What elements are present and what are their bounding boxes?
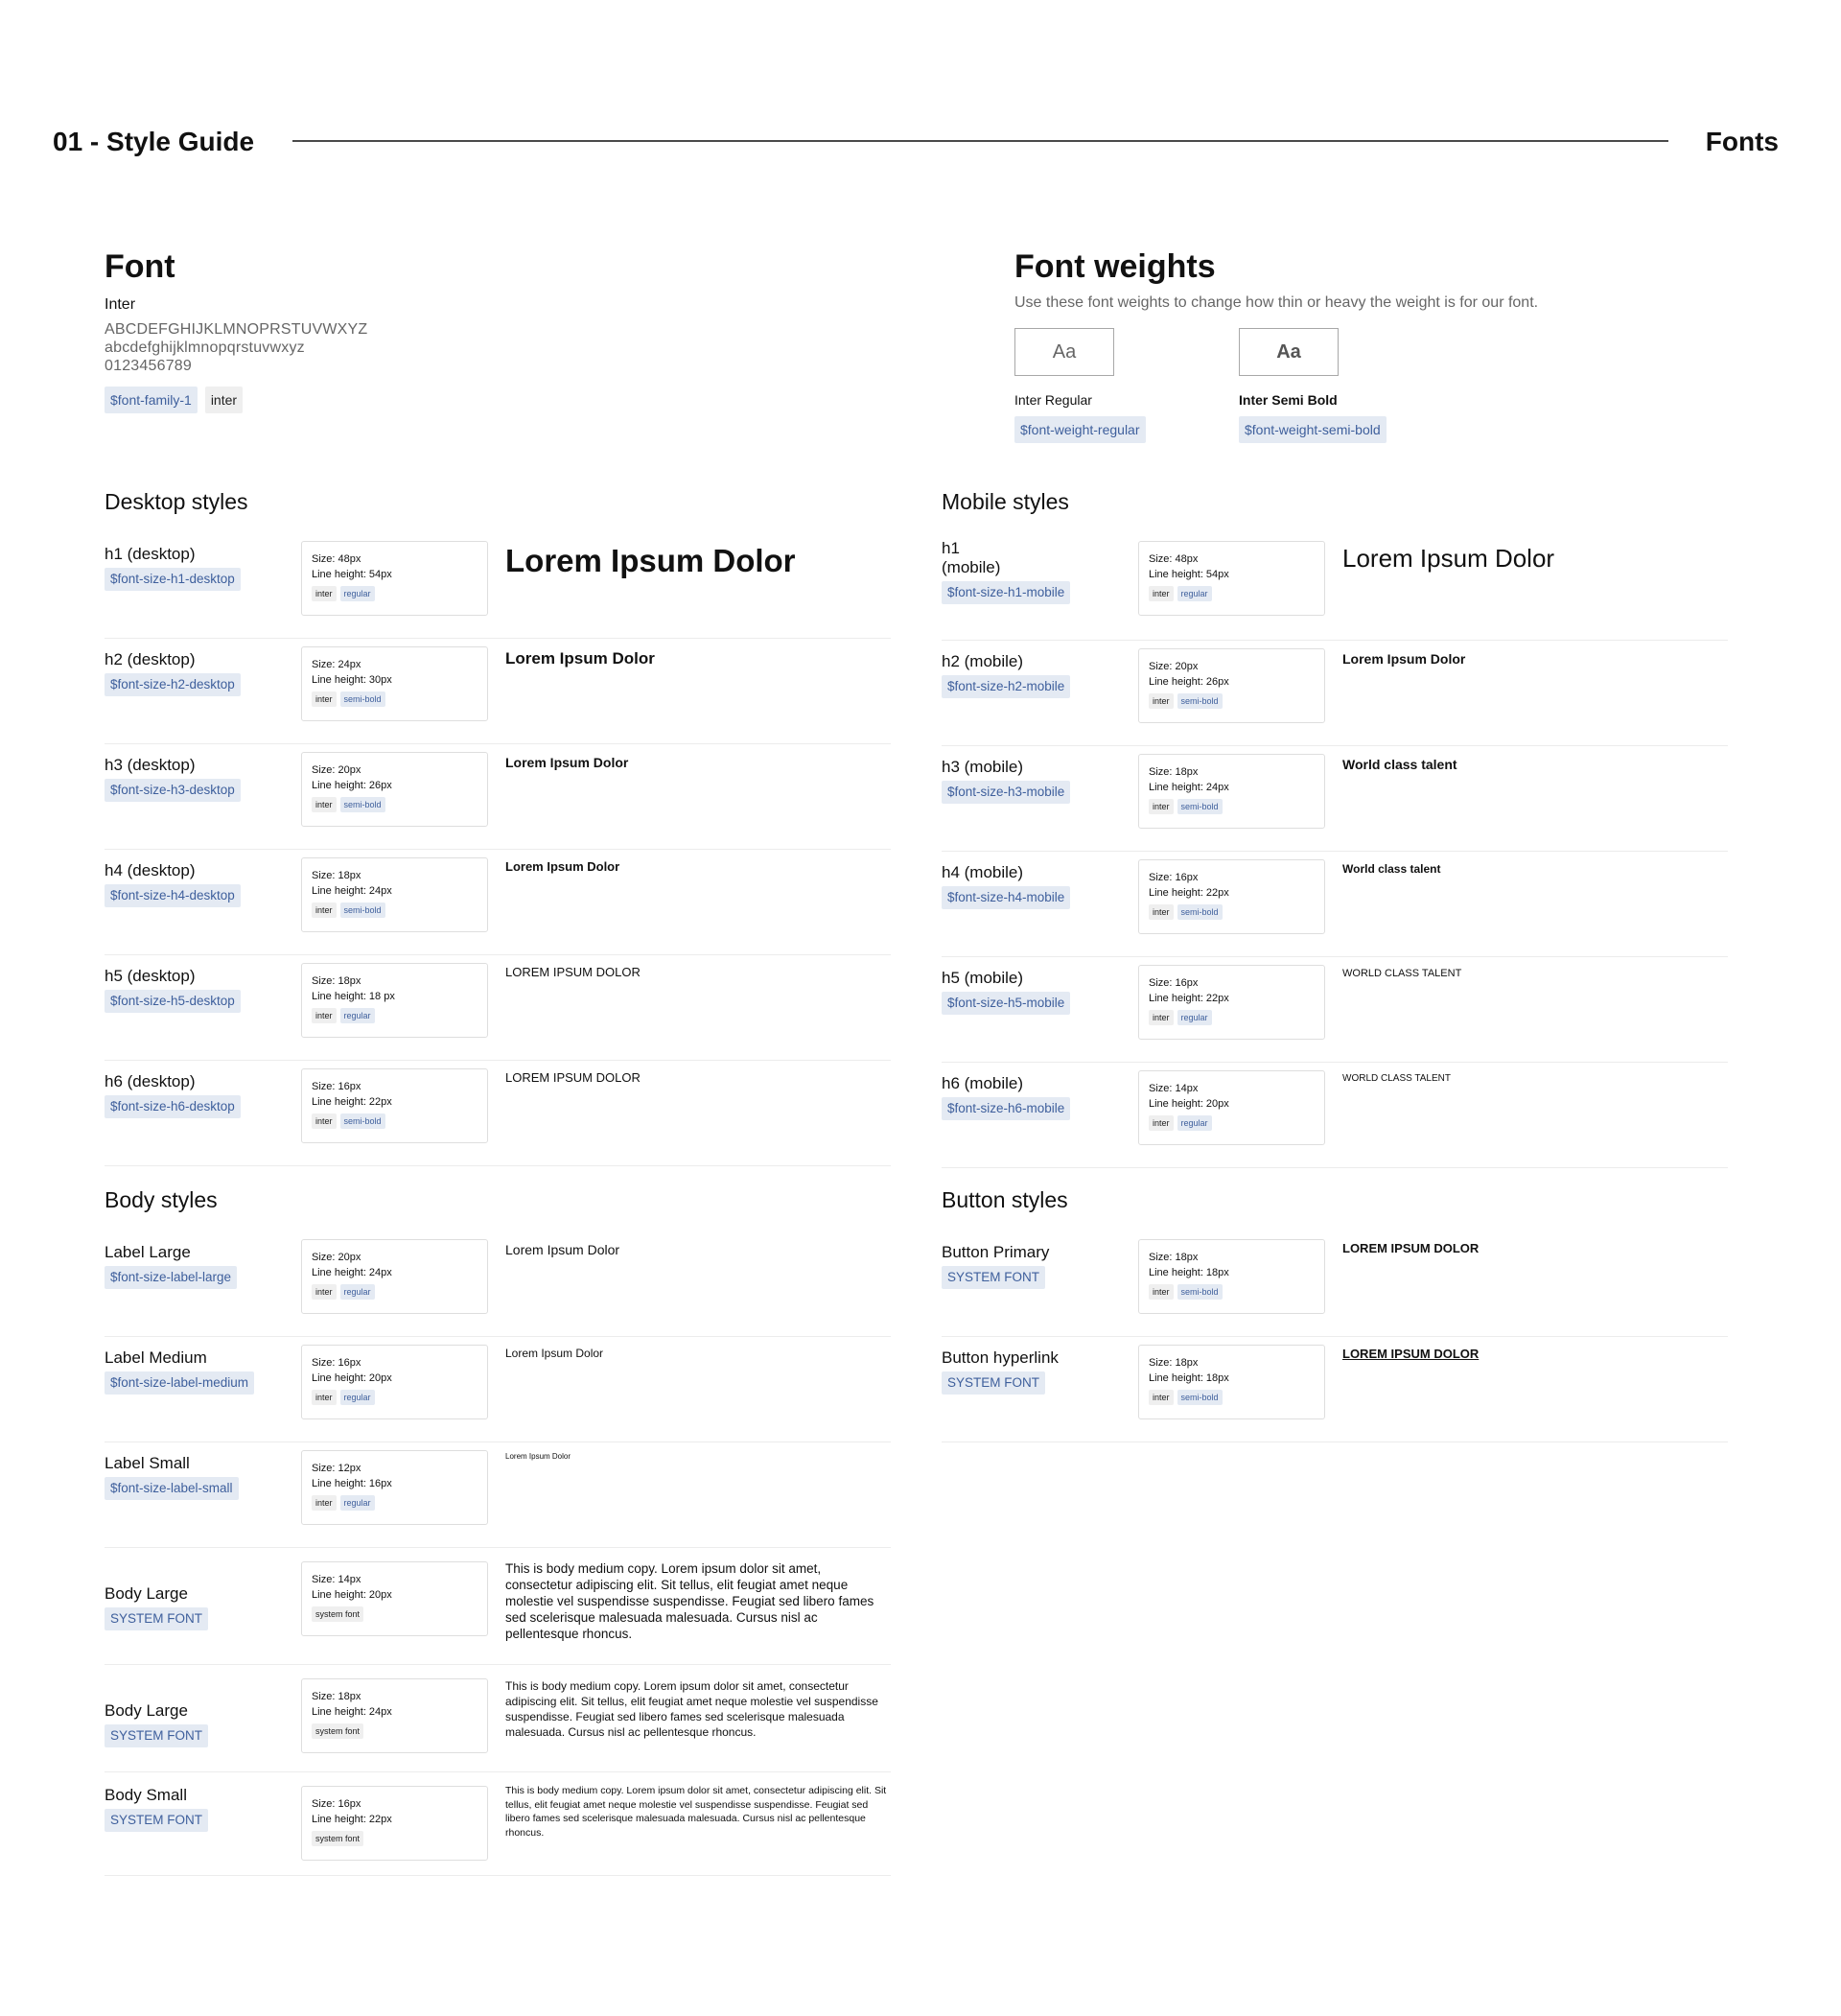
style-row — [942, 1231, 1728, 1337]
style-name: Body Small — [105, 1786, 187, 1804]
style-token: $font-size-h3-mobile — [942, 781, 1070, 804]
spec-card — [301, 1345, 488, 1419]
spec-card — [1138, 965, 1325, 1040]
button-styles-section — [942, 1185, 1728, 1442]
spec-weight-tag: semi-bold — [340, 692, 385, 707]
spec-line-height: Line height: 22px — [1149, 993, 1229, 1004]
mobile-styles-section — [942, 487, 1728, 1168]
spec-weight-tag: regular — [340, 586, 375, 601]
style-token: $font-size-h6-desktop — [105, 1095, 241, 1118]
style-token: $font-size-h6-mobile — [942, 1097, 1070, 1120]
style-sample: Lorem Ipsum Dolor — [505, 1452, 571, 1461]
style-name: h1 (desktop) — [105, 545, 196, 563]
spec-size: Size: 20px — [1149, 661, 1199, 672]
style-name: h4 (desktop) — [105, 861, 196, 879]
font-lowercase-glyphs: abcdefghijklmnopqrstuvwxyz — [105, 340, 305, 356]
style-name: h2 (mobile) — [942, 652, 1024, 670]
spec-weight-tag: semi-bold — [340, 903, 385, 918]
spec-card — [1138, 1239, 1325, 1314]
spec-line-height: Line height: 26px — [1149, 676, 1229, 688]
spec-weight-tag: regular — [340, 1008, 375, 1023]
spec-card — [1138, 541, 1325, 616]
style-token: $font-size-label-small — [105, 1477, 239, 1500]
spec-line-height: Line height: 18px — [1149, 1372, 1229, 1384]
spec-size: Size: 18px — [312, 870, 361, 881]
style-name: Body Large — [105, 1701, 188, 1720]
style-sample: Lorem Ipsum Dolor — [505, 649, 655, 668]
spec-weight-tag: semi-bold — [1177, 904, 1223, 920]
font-family-block — [105, 246, 776, 413]
spec-line-height: Line height: 22px — [312, 1814, 392, 1825]
style-token: SYSTEM FONT — [942, 1371, 1045, 1395]
font-name: Inter — [105, 296, 136, 313]
font-family-token: $font-family-1 — [105, 387, 198, 413]
spec-line-height: Line height: 22px — [312, 1096, 392, 1108]
spec-family-tag: inter — [312, 1008, 337, 1023]
style-sample: This is body medium copy. Lorem ipsum dolor sit amet, consectetur adipiscing elit. Sit tellus, elit feugiat amet neque molestie vel suspendisse suspendisse. Feugiat sed libero fames sed scelerisque malesuada malesuada. Cursus nisl ac pellentesque rhoncus. — [505, 1679, 878, 1739]
style-token: $font-size-h1-mobile — [942, 581, 1070, 604]
font-weights-block — [1014, 246, 1743, 443]
spec-size: Size: 16px — [312, 1357, 361, 1369]
spec-line-height: Line height: 24px — [312, 1267, 392, 1278]
spec-line-height: Line height: 30px — [312, 674, 392, 686]
style-row — [105, 744, 891, 850]
spec-family-tag: inter — [312, 1113, 337, 1129]
style-sample: World class talent — [1342, 757, 1457, 772]
spec-card — [301, 1239, 488, 1314]
spec-weight-tag: semi-bold — [1177, 1390, 1223, 1405]
font-digit-glyphs: 0123456789 — [105, 358, 192, 374]
spec-line-height: Line height: 20px — [312, 1589, 392, 1601]
style-sample: Lorem Ipsum Dolor — [505, 1347, 604, 1360]
style-token: $font-size-h2-desktop — [105, 673, 241, 696]
spec-family-tag: inter — [312, 692, 337, 707]
style-sample: Lorem Ipsum Dolor — [505, 1242, 620, 1257]
spec-family-tag: inter — [312, 1284, 337, 1300]
spec-family-tag: inter — [1149, 693, 1174, 709]
spec-line-height: Line height: 24px — [1149, 782, 1229, 793]
spec-weight-tag: semi-bold — [340, 1113, 385, 1129]
style-token: $font-size-h5-desktop — [105, 990, 241, 1013]
header-divider — [292, 140, 1668, 142]
spec-family-tag: inter — [312, 1390, 337, 1405]
spec-card — [301, 752, 488, 827]
style-sample: World class talent — [1342, 862, 1441, 876]
spec-weight-tag: semi-bold — [340, 797, 385, 812]
spec-size: Size: 18px — [1149, 1252, 1199, 1263]
desktop-styles-heading: Desktop styles — [105, 489, 248, 514]
spec-family-tag: system font — [312, 1723, 363, 1739]
spec-card — [1138, 1070, 1325, 1145]
font-weights-heading: Font weights — [1014, 248, 1216, 285]
spec-line-height: Line height: 54px — [312, 569, 392, 580]
spec-size: Size: 24px — [312, 659, 361, 670]
style-sample: Lorem Ipsum Dolor — [505, 859, 620, 874]
spec-card — [1138, 1345, 1325, 1419]
spec-size: Size: 16px — [1149, 872, 1199, 883]
style-row — [105, 1061, 891, 1166]
spec-card — [301, 1561, 488, 1636]
spec-size: Size: 16px — [312, 1081, 361, 1092]
spec-size: Size: 18px — [312, 1691, 361, 1702]
spec-size: Size: 12px — [312, 1463, 361, 1474]
style-sample: LOREM IPSUM DOLOR — [1342, 1241, 1480, 1255]
style-row — [105, 1548, 891, 1665]
style-name: h4 (mobile) — [942, 863, 1024, 881]
spec-weight-tag: regular — [340, 1284, 375, 1300]
section-title: Fonts — [1705, 127, 1779, 156]
style-token: $font-size-label-medium — [105, 1371, 254, 1395]
spec-line-height: Line height: 24px — [312, 1706, 392, 1718]
weight-name-semi-bold: Inter Semi Bold — [1239, 392, 1338, 408]
spec-card — [301, 1786, 488, 1861]
weight-item-regular — [1014, 328, 1168, 443]
style-token: SYSTEM FONT — [942, 1266, 1045, 1289]
spec-weight-tag: regular — [1177, 586, 1212, 601]
spec-family-tag: system font — [312, 1831, 363, 1846]
spec-family-tag: inter — [1149, 904, 1174, 920]
spec-family-tag: inter — [312, 797, 337, 812]
style-row — [105, 955, 891, 1061]
style-token: $font-size-h1-desktop — [105, 568, 241, 591]
font-weights-description: Use these font weights to change how thin or heavy the weight is for our font. — [1014, 294, 1539, 311]
style-name: h2 (desktop) — [105, 650, 196, 668]
style-sample: LOREM IPSUM DOLOR — [1342, 1347, 1480, 1361]
style-row — [105, 1442, 891, 1548]
style-name: h3 (mobile) — [942, 758, 1024, 776]
spec-line-height: Line height: 18 px — [312, 991, 395, 1002]
body-styles-section — [105, 1185, 891, 1876]
spec-line-height: Line height: 18px — [1149, 1267, 1229, 1278]
style-name: Button Primary — [942, 1243, 1050, 1261]
font-heading: Font — [105, 248, 175, 285]
style-name: Button hyperlink — [942, 1348, 1059, 1367]
style-name: h5 (desktop) — [105, 967, 196, 985]
weight-token-semi-bold: $font-weight-semi-bold — [1239, 416, 1387, 443]
style-row — [105, 850, 891, 955]
weight-token-regular: $font-weight-regular — [1014, 416, 1146, 443]
spec-weight-tag: regular — [1177, 1115, 1212, 1131]
style-token: $font-size-h5-mobile — [942, 992, 1070, 1015]
weight-name-regular: Inter Regular — [1014, 392, 1092, 408]
body-styles-heading: Body styles — [105, 1187, 218, 1212]
style-row — [942, 1063, 1728, 1168]
style-row — [942, 746, 1728, 852]
style-sample: LOREM IPSUM DOLOR — [505, 1070, 641, 1085]
font-family-value: inter — [205, 387, 243, 413]
font-uppercase-glyphs: ABCDEFGHIJKLMNOPRSTUVWXYZ — [105, 321, 368, 338]
spec-size: Size: 18px — [1149, 1357, 1199, 1369]
spec-size: Size: 18px — [312, 975, 361, 987]
spec-family-tag: inter — [1149, 1010, 1174, 1025]
spec-line-height: Line height: 24px — [312, 885, 392, 897]
style-token: SYSTEM FONT — [105, 1724, 208, 1747]
spec-card — [301, 541, 488, 616]
spec-line-height: Line height: 26px — [312, 780, 392, 791]
style-sample: Lorem Ipsum Dolor — [1342, 651, 1466, 667]
spec-card — [301, 1450, 488, 1525]
spec-weight-tag: semi-bold — [1177, 799, 1223, 814]
spec-line-height: Line height: 20px — [312, 1372, 392, 1384]
style-token: $font-size-h3-desktop — [105, 779, 241, 802]
style-token: SYSTEM FONT — [105, 1809, 208, 1832]
style-row — [105, 1231, 891, 1337]
spec-size: Size: 48px — [312, 553, 361, 565]
spec-family-tag: inter — [312, 903, 337, 918]
spec-card — [301, 857, 488, 932]
spec-weight-tag: regular — [340, 1390, 375, 1405]
spec-size: Size: 14px — [312, 1574, 361, 1585]
spec-size: Size: 20px — [312, 1252, 361, 1263]
style-name: Label Large — [105, 1243, 191, 1261]
spec-weight-tag: semi-bold — [1177, 1284, 1223, 1300]
style-name: h5 (mobile) — [942, 969, 1024, 987]
mobile-styles-heading: Mobile styles — [942, 489, 1069, 514]
style-sample: Lorem Ipsum Dolor — [1342, 544, 1555, 573]
style-token: $font-size-h2-mobile — [942, 675, 1070, 698]
spec-family-tag: inter — [1149, 1284, 1174, 1300]
style-row — [942, 641, 1728, 746]
style-token: SYSTEM FONT — [105, 1607, 208, 1630]
style-name: Body Large — [105, 1584, 188, 1603]
style-row — [942, 957, 1728, 1063]
spec-size: Size: 16px — [1149, 977, 1199, 989]
style-token: $font-size-label-large — [105, 1266, 237, 1289]
spec-family-tag: inter — [1149, 799, 1174, 814]
style-sample: This is body medium copy. Lorem ipsum dolor sit amet, consectetur adipiscing elit. Sit tellus, elit feugiat amet neque molestie vel suspendisse suspendisse. Feugiat sed libero fames sed scelerisque malesuada malesuada. Cursus nisl ac pellentesque rhoncus. — [505, 1785, 887, 1839]
spec-size: Size: 48px — [1149, 553, 1199, 565]
style-row — [942, 533, 1728, 641]
weight-item-semi-bold — [1239, 328, 1392, 443]
style-row — [105, 533, 891, 639]
spec-card — [301, 646, 488, 721]
spec-card — [1138, 648, 1325, 723]
spec-family-tag: inter — [1149, 1115, 1174, 1131]
style-name: h6 (mobile) — [942, 1074, 1024, 1092]
style-sample: Lorem Ipsum Dolor — [505, 755, 629, 770]
spec-card — [301, 1068, 488, 1143]
page-header — [53, 123, 1779, 161]
spec-line-height: Line height: 16px — [312, 1478, 392, 1489]
style-name: h3 (desktop) — [105, 756, 196, 774]
desktop-styles-section — [105, 487, 891, 1166]
style-row — [942, 852, 1728, 957]
spec-card — [1138, 859, 1325, 934]
spec-family-tag: inter — [312, 1495, 337, 1511]
spec-card — [301, 963, 488, 1038]
spec-family-tag: inter — [1149, 1390, 1174, 1405]
style-sample: WORLD CLASS TALENT — [1342, 1073, 1451, 1084]
spec-card — [1138, 754, 1325, 829]
guide-title: 01 - Style Guide — [53, 127, 255, 156]
style-token: $font-size-h4-desktop — [105, 884, 241, 907]
spec-line-height: Line height: 20px — [1149, 1098, 1229, 1110]
spec-family-tag: inter — [1149, 586, 1174, 601]
style-sample: WORLD CLASS TALENT — [1342, 968, 1462, 979]
spec-weight-tag: regular — [1177, 1010, 1212, 1025]
style-name: h1 (mobile) — [942, 539, 1001, 576]
spec-family-tag: inter — [312, 586, 337, 601]
spec-weight-tag: regular — [340, 1495, 375, 1511]
spec-size: Size: 16px — [312, 1798, 361, 1810]
style-sample: Lorem Ipsum Dolor — [505, 543, 796, 578]
weight-sample-regular: Aa — [1014, 328, 1114, 376]
spec-size: Size: 18px — [1149, 766, 1199, 778]
style-row — [105, 1772, 891, 1876]
style-row — [105, 1337, 891, 1442]
style-sample: This is body medium copy. Lorem ipsum dolor sit amet, consectetur adipiscing elit. Sit tellus, elit feugiat amet neque molestie vel suspendisse suspendisse. Feugiat sed libero fames sed scelerisque malesuada malesuada. Cursus nisl ac pellentesque rhoncus. — [505, 1561, 874, 1641]
style-name: h6 (desktop) — [105, 1072, 196, 1090]
style-row — [105, 639, 891, 744]
spec-size: Size: 20px — [312, 764, 361, 776]
spec-line-height: Line height: 54px — [1149, 569, 1229, 580]
weight-sample-semi-bold: Aa — [1239, 328, 1339, 376]
spec-line-height: Line height: 22px — [1149, 887, 1229, 899]
style-row — [105, 1665, 891, 1772]
style-token: $font-size-h4-mobile — [942, 886, 1070, 909]
spec-weight-tag: semi-bold — [1177, 693, 1223, 709]
spec-size: Size: 14px — [1149, 1083, 1199, 1094]
style-sample: LOREM IPSUM DOLOR — [505, 965, 641, 979]
button-styles-heading: Button styles — [942, 1187, 1068, 1212]
spec-family-tag: system font — [312, 1606, 363, 1622]
style-row — [942, 1337, 1728, 1442]
spec-card — [301, 1678, 488, 1753]
style-name: Label Small — [105, 1454, 190, 1472]
style-name: Label Medium — [105, 1348, 207, 1367]
